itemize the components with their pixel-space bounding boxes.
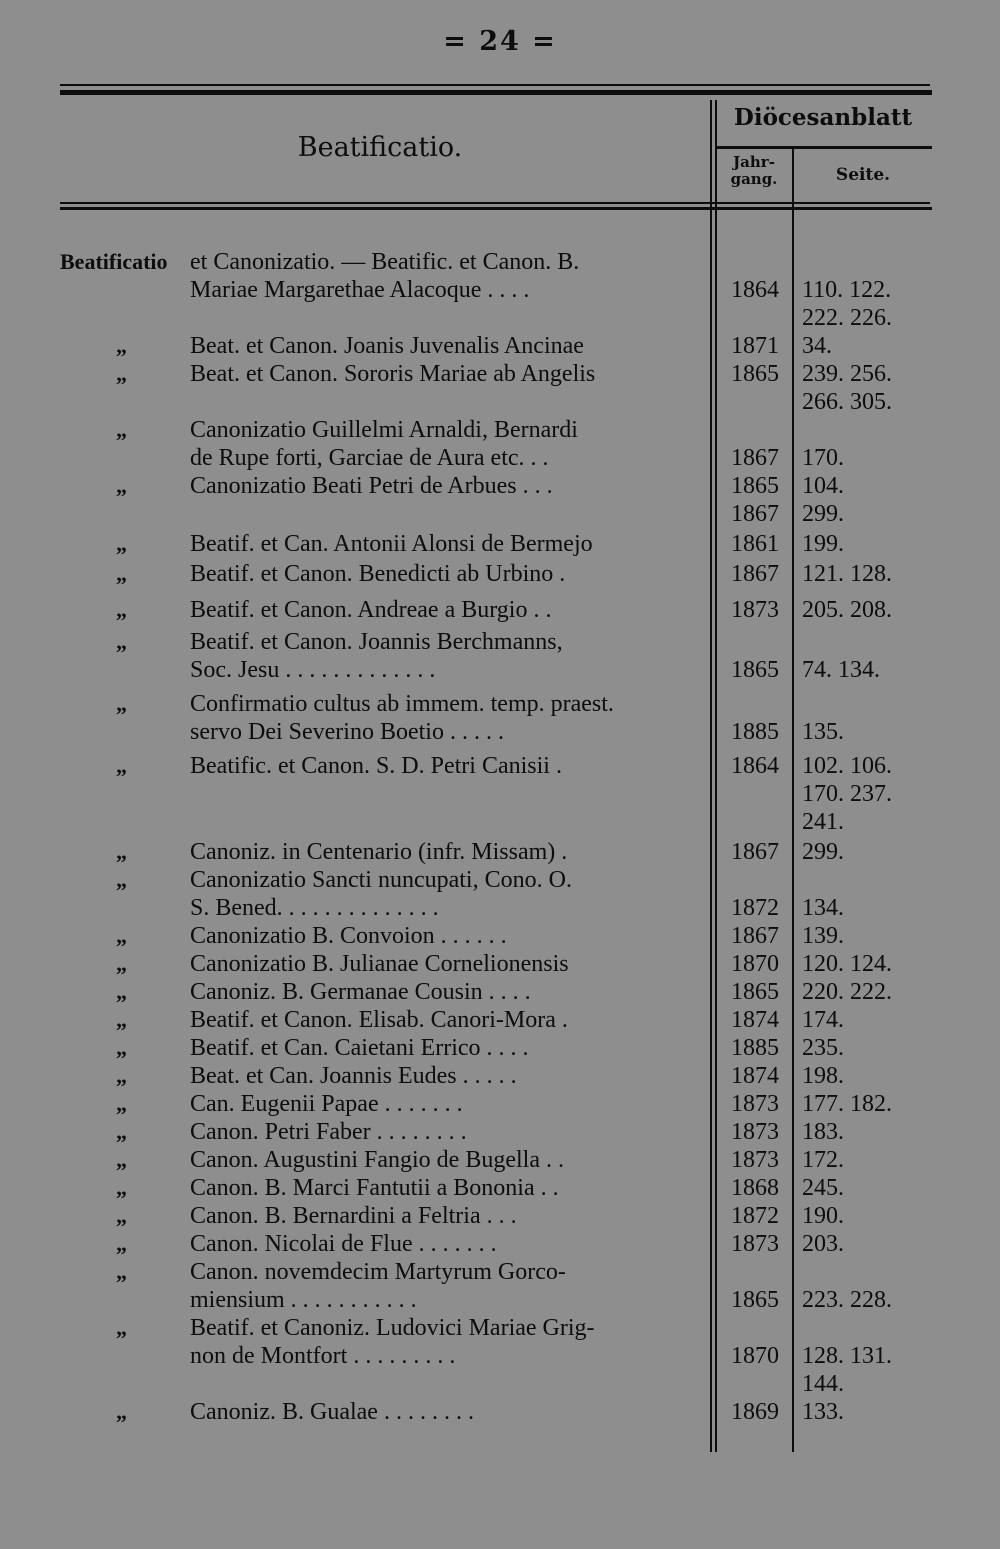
ditto-mark: „ [116,1007,127,1032]
entry-year: 1867 [731,839,779,865]
list-item [0,1398,1000,1426]
entry-text: Canon. B. Bernardini a Feltria . . . [190,1203,517,1229]
list-item [0,1006,1000,1034]
ditto-mark: „ [116,629,127,654]
entry-year: 1874 [731,1007,779,1033]
entry-text: Beatif. et Canon. Elisab. Canori-Mora . [190,1007,568,1033]
entry-year: 1870 [731,951,779,977]
entry-pages: 239. 256. [802,361,892,387]
entry-text: Beatif. et Can. Antonii Alonsi de Bermejo [190,531,593,557]
list-item [0,1090,1000,1118]
entry-year: 1865 [731,361,779,387]
entry-text: Mariae Margarethae Alacoque . . . . [190,277,530,303]
list-item [0,718,1000,746]
entry-pages: 223. 228. [802,1287,892,1313]
entry-text: Confirmatio cultus ab immem. temp. praest. [190,691,614,717]
entry-text: et Canonizatio. — Beatific. et Canon. B. [190,249,580,275]
list-item [0,866,1000,894]
list-item [0,1034,1000,1062]
ditto-mark: „ [116,1119,127,1144]
ditto-mark: „ [116,1399,127,1424]
entry-text: Beat. et Canon. Joanis Juvenalis Ancinae [190,333,584,359]
list-item [0,628,1000,656]
list-item [0,444,1000,472]
ditto-mark: „ [116,867,127,892]
entry-year: 1865 [731,657,779,683]
ditto-mark: „ [116,361,127,386]
entry-text: Can. Eugenii Papae . . . . . . . [190,1091,463,1117]
page-column-header: Seite. [835,165,891,185]
entry-lead-word: Beatificatio [60,249,168,274]
diocesan-gazette-header: Diöcesanblatt [733,104,913,131]
entry-text: Canonizatio B. Julianae Cornelionensis [190,951,569,977]
entry-pages: 170. 237. [802,781,892,807]
entry-pages: 199. [802,531,844,557]
entry-pages: 121. 128. [802,561,892,587]
list-item [0,276,1000,304]
list-item [0,1286,1000,1314]
ditto-mark: „ [116,1259,127,1284]
entry-text: Canoniz. B. Germanae Cousin . . . . [190,979,531,1005]
ditto-mark: „ [116,839,127,864]
list-item [0,1174,1000,1202]
entry-pages: 198. [802,1063,844,1089]
ditto-mark: „ [116,1231,127,1256]
entry-year: 1873 [731,1147,779,1173]
entry-pages: 203. [802,1231,844,1257]
entry-text: Canonizatio Guillelmi Arnaldi, Bernardi [190,417,578,443]
entry-year: 1873 [731,597,779,623]
ditto-mark: „ [116,1035,127,1060]
entry-pages: 102. 106. [802,753,892,779]
entry-year: 1873 [731,1091,779,1117]
entry-pages: 245. [802,1175,844,1201]
entry-year: 1867 [731,923,779,949]
list-item [0,1062,1000,1090]
entry-text: Canon. Petri Faber . . . . . . . . [190,1119,467,1145]
list-item [0,1202,1000,1230]
entry-year: 1865 [731,1287,779,1313]
list-item [0,1230,1000,1258]
ditto-mark: „ [116,1063,127,1088]
entry-year: 1873 [731,1231,779,1257]
year-column-header: Jahr- gang. [730,153,778,188]
entry-pages: 104. [802,473,844,499]
ditto-mark: „ [116,1091,127,1116]
entry-year: 1867 [731,501,779,527]
entry-year: 1868 [731,1175,779,1201]
list-item [0,1314,1000,1342]
entry-text: miensium . . . . . . . . . . . [190,1287,417,1313]
list-item [0,950,1000,978]
entry-pages: 222. 226. [802,305,892,331]
entry-year: 1867 [731,561,779,587]
list-item [0,978,1000,1006]
list-item [0,388,1000,416]
list-item [0,656,1000,684]
list-item [0,416,1000,444]
entry-year: 1885 [731,1035,779,1061]
entry-year: 1865 [731,473,779,499]
list-item [0,1118,1000,1146]
list-item [0,472,1000,500]
entry-pages: 183. [802,1119,844,1145]
section-heading: Beatificatio. [297,132,463,163]
list-item [0,332,1000,360]
list-item [0,690,1000,718]
entry-pages: 177. 182. [802,1091,892,1117]
entry-text: Beat. et Can. Joannis Eudes . . . . . [190,1063,517,1089]
entry-year: 1870 [731,1343,779,1369]
list-item [0,248,1000,276]
entry-pages: 299. [802,839,844,865]
entry-year: 1885 [731,719,779,745]
ditto-mark: „ [116,691,127,716]
entry-year: 1869 [731,1399,779,1425]
list-item [0,1258,1000,1286]
entry-year: 1861 [731,531,779,557]
entry-text: S. Bened. . . . . . . . . . . . . . [190,895,439,921]
entry-year: 1865 [731,979,779,1005]
list-item [0,596,1000,624]
entry-text: Soc. Jesu . . . . . . . . . . . . . [190,657,436,683]
entry-text: Beatif. et Canon. Andreae a Burgio . . [190,597,552,623]
entry-pages: 128. 131. [802,1343,892,1369]
entry-text: servo Dei Severino Boetio . . . . . [190,719,504,745]
entry-text: Canonizatio Beati Petri de Arbues . . . [190,473,553,499]
entry-pages: 133. [802,1399,844,1425]
ditto-mark: „ [116,979,127,1004]
entry-year: 1872 [731,895,779,921]
list-item [0,752,1000,780]
list-item [0,500,1000,528]
entry-pages: 120. 124. [802,951,892,977]
ditto-mark: „ [116,417,127,442]
entry-pages: 144. [802,1371,844,1397]
ditto-mark: „ [116,753,127,778]
list-item [0,560,1000,588]
entry-pages: 266. 305. [802,389,892,415]
entry-pages: 34. [802,333,832,359]
entry-text: Canon. B. Marci Fantutii a Bononia . . [190,1175,559,1201]
entry-year: 1864 [731,277,779,303]
entry-pages: 74. 134. [802,657,880,683]
entry-text: Beatif. et Can. Caietani Errico . . . . [190,1035,529,1061]
entry-text: de Rupe forti, Garciae de Aura etc. . . [190,445,549,471]
list-item [0,1370,1000,1398]
entry-text: Beatif. et Canon. Benedicti ab Urbino . [190,561,566,587]
entry-text: Beatif. et Canoniz. Ludovici Mariae Grig- [190,1315,595,1341]
ditto-mark: „ [116,333,127,358]
entry-year: 1864 [731,753,779,779]
ditto-mark: „ [116,1315,127,1340]
list-item [0,808,1000,836]
entry-pages: 190. [802,1203,844,1229]
entry-pages: 135. [802,719,844,745]
entry-text: Canonizatio B. Convoion . . . . . . [190,923,507,949]
entry-year: 1872 [731,1203,779,1229]
ditto-mark: „ [116,1147,127,1172]
entry-year: 1867 [731,445,779,471]
list-item [0,304,1000,332]
entry-text: Beat. et Canon. Sororis Mariae ab Angelis [190,361,596,387]
list-item [0,1146,1000,1174]
entry-pages: 174. [802,1007,844,1033]
ditto-mark: „ [116,1175,127,1200]
entry-text: Canoniz. B. Gualae . . . . . . . . [190,1399,474,1425]
ditto-mark: „ [116,597,127,622]
entry-text: Beatific. et Canon. S. D. Petri Canisii . [190,753,562,779]
entry-pages: 235. [802,1035,844,1061]
ditto-mark: „ [116,923,127,948]
list-item [0,780,1000,808]
entry-pages: 139. [802,923,844,949]
entry-pages: 110. 122. [802,277,892,303]
entry-text: Canon. Augustini Fangio de Bugella . . [190,1147,564,1173]
page-number: = 24 = [443,26,557,57]
entry-text: Canon. Nicolai de Flue . . . . . . . [190,1231,497,1257]
list-item [0,838,1000,866]
entry-pages: 170. [802,445,844,471]
entry-pages: 220. 222. [802,979,892,1005]
ditto-mark: „ [116,473,127,498]
entry-pages: 172. [802,1147,844,1173]
entry-pages: 241. [802,809,844,835]
entry-year: 1873 [731,1119,779,1145]
entry-text: non de Montfort . . . . . . . . . [190,1343,456,1369]
entry-text: Canon. novemdecim Martyrum Gorco- [190,1259,566,1285]
ditto-mark: „ [116,531,127,556]
list-item [0,1342,1000,1370]
list-item [0,530,1000,558]
list-item [0,922,1000,950]
ditto-mark: „ [116,951,127,976]
entry-text: Beatif. et Canon. Joannis Berchmanns, [190,629,563,655]
entry-pages: 205. 208. [802,597,892,623]
ditto-mark: „ [116,1203,127,1228]
entry-pages: 299. [802,501,844,527]
entry-pages: 134. [802,895,844,921]
entry-year: 1874 [731,1063,779,1089]
entry-text: Canoniz. in Centenario (infr. Missam) . [190,839,568,865]
entry-year: 1871 [731,333,779,359]
list-item [0,360,1000,388]
ditto-mark: „ [116,561,127,586]
entry-text: Canonizatio Sancti nuncupati, Cono. O. [190,867,572,893]
list-item [0,894,1000,922]
